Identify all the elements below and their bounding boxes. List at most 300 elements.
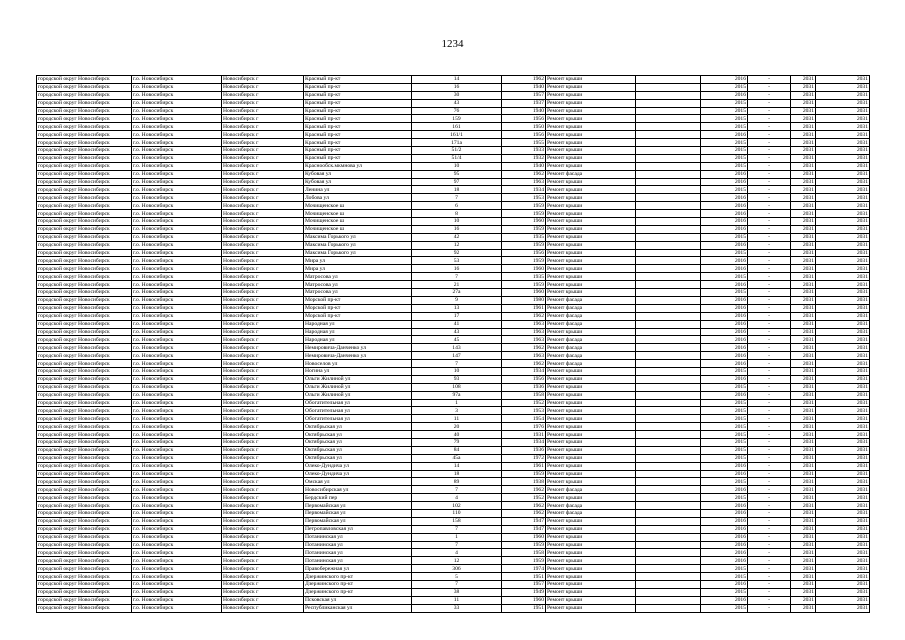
dash-cell: - (748, 123, 791, 131)
build-year-cell: 1958 (502, 549, 546, 557)
work-start-cell: 2031 (791, 249, 816, 257)
plan-year-cell: 2016 (701, 281, 748, 289)
dash-cell: - (748, 533, 791, 541)
dash-cell: - (748, 131, 791, 139)
work-end-cell: 2031 (816, 454, 870, 462)
build-year-cell: 1952 (502, 399, 546, 407)
street-cell: Октябрьская ул (304, 438, 412, 446)
table-row (37, 399, 870, 407)
city-cell: Новосибирск г (222, 431, 304, 439)
municipality-cell: городской округ Новосибирск (37, 446, 132, 454)
dash-cell: - (748, 486, 791, 494)
plan-year-cell: 2016 (701, 218, 748, 226)
work-end-cell: 2031 (816, 304, 870, 312)
plan-year-cell: 2016 (701, 557, 748, 565)
work-end-cell: 2031 (816, 139, 870, 147)
table-row (37, 241, 870, 249)
municipality-cell: городской округ Новосибирск (37, 383, 132, 391)
work-type-cell: Ремонт крыши (546, 281, 636, 289)
work-type-cell: Ремонт фасада (546, 352, 636, 360)
empty-cell (636, 304, 701, 312)
dash-cell: - (748, 557, 791, 565)
work-type-cell: Ремонт крыши (546, 115, 636, 123)
empty-cell (636, 407, 701, 415)
work-end-cell: 2031 (816, 202, 870, 210)
empty-cell (636, 312, 701, 320)
work-start-cell: 2031 (791, 525, 816, 533)
work-start-cell: 2031 (791, 549, 816, 557)
work-end-cell: 2031 (816, 115, 870, 123)
work-end-cell: 2031 (816, 581, 870, 589)
city-cell: Новосибирск г (222, 328, 304, 336)
work-start-cell: 2031 (791, 107, 816, 115)
work-end-cell: 2031 (816, 328, 870, 336)
street-cell: Народная ул (304, 328, 412, 336)
house-cell: 16 (412, 265, 502, 273)
settlement-cell: г.о. Новосибирск (132, 273, 222, 281)
settlement-cell: г.о. Новосибирск (132, 383, 222, 391)
settlement-cell: г.о. Новосибирск (132, 581, 222, 589)
dash-cell: - (748, 415, 791, 423)
table-row (37, 131, 870, 139)
dash-cell: - (748, 233, 791, 241)
municipality-cell: городской округ Новосибирск (37, 431, 132, 439)
work-type-cell: Ремонт крыши (546, 549, 636, 557)
dash-cell: - (748, 462, 791, 470)
plan-year-cell: 2016 (701, 391, 748, 399)
table-row (37, 565, 870, 573)
work-start-cell: 2031 (791, 194, 816, 202)
city-cell: Новосибирск г (222, 462, 304, 470)
page-number: 1234 (441, 38, 464, 50)
empty-cell (636, 588, 701, 596)
house-cell: 7 (412, 194, 502, 202)
street-cell: Морской пр-кт (304, 296, 412, 304)
city-cell: Новосибирск г (222, 76, 304, 84)
work-end-cell: 2031 (816, 391, 870, 399)
work-end-cell: 2031 (816, 194, 870, 202)
table-row (37, 446, 870, 454)
table-row (37, 367, 870, 375)
plan-year-cell: 2015 (701, 407, 748, 415)
settlement-cell: г.о. Новосибирск (132, 399, 222, 407)
settlement-cell: г.о. Новосибирск (132, 470, 222, 478)
table-row (37, 391, 870, 399)
municipality-cell: городской округ Новосибирск (37, 533, 132, 541)
work-start-cell: 2031 (791, 502, 816, 510)
dash-cell: - (748, 289, 791, 297)
work-type-cell: Ремонт крыши (546, 265, 636, 273)
plan-year-cell: 2015 (701, 438, 748, 446)
table-row (37, 147, 870, 155)
empty-cell (636, 391, 701, 399)
city-cell: Новосибирск г (222, 581, 304, 589)
dash-cell: - (748, 383, 791, 391)
street-cell: Правобережная ул (304, 565, 412, 573)
work-type-cell: Ремонт крыши (546, 194, 636, 202)
table-row (37, 123, 870, 131)
house-cell: 45 (412, 336, 502, 344)
plan-year-cell: 2015 (701, 565, 748, 573)
city-cell: Новосибирск г (222, 375, 304, 383)
plan-year-cell: 2015 (701, 588, 748, 596)
municipality-cell: городской округ Новосибирск (37, 336, 132, 344)
municipality-cell: городской округ Новосибирск (37, 581, 132, 589)
work-end-cell: 2031 (816, 549, 870, 557)
settlement-cell: г.о. Новосибирск (132, 218, 222, 226)
build-year-cell: 1959 (502, 257, 546, 265)
dash-cell: - (748, 588, 791, 596)
empty-cell (636, 178, 701, 186)
city-cell: Новосибирск г (222, 154, 304, 162)
work-start-cell: 2031 (791, 115, 816, 123)
municipality-cell: городской округ Новосибирск (37, 123, 132, 131)
settlement-cell: г.о. Новосибирск (132, 502, 222, 510)
build-year-cell: 1940 (502, 162, 546, 170)
house-cell: 9 (412, 296, 502, 304)
house-cell: 6 (412, 202, 502, 210)
city-cell: Новосибирск г (222, 131, 304, 139)
street-cell: Морской пр-кт (304, 312, 412, 320)
municipality-cell: городской округ Новосибирск (37, 218, 132, 226)
table-row (37, 517, 870, 525)
dash-cell: - (748, 147, 791, 155)
plan-year-cell: 2015 (701, 494, 748, 502)
build-year-cell: 1957 (502, 581, 546, 589)
dash-cell: - (748, 502, 791, 510)
city-cell: Новосибирск г (222, 139, 304, 147)
work-end-cell: 2031 (816, 344, 870, 352)
work-start-cell: 2031 (791, 565, 816, 573)
dash-cell: - (748, 565, 791, 573)
house-cell: 16 (412, 83, 502, 91)
settlement-cell: г.о. Новосибирск (132, 573, 222, 581)
table-row (37, 573, 870, 581)
plan-year-cell: 2015 (701, 478, 748, 486)
empty-cell (636, 502, 701, 510)
settlement-cell: г.о. Новосибирск (132, 604, 222, 612)
settlement-cell: г.о. Новосибирск (132, 509, 222, 517)
build-year-cell: 1956 (502, 249, 546, 257)
city-cell: Новосибирск г (222, 478, 304, 486)
work-start-cell: 2031 (791, 257, 816, 265)
municipality-cell: городской округ Новосибирск (37, 367, 132, 375)
empty-cell (636, 225, 701, 233)
work-start-cell: 2031 (791, 162, 816, 170)
municipality-cell: городской округ Новосибирск (37, 375, 132, 383)
empty-cell (636, 360, 701, 368)
street-cell: Потанинская ул (304, 557, 412, 565)
street-cell: Ольги Жилиной ул (304, 375, 412, 383)
work-start-cell: 2031 (791, 336, 816, 344)
municipality-cell: городской округ Новосибирск (37, 494, 132, 502)
city-cell: Новосибирск г (222, 257, 304, 265)
plan-year-cell: 2016 (701, 76, 748, 84)
table-row (37, 312, 870, 320)
empty-cell (636, 462, 701, 470)
work-type-cell: Ремонт фасада (546, 344, 636, 352)
settlement-cell: г.о. Новосибирск (132, 423, 222, 431)
city-cell: Новосибирск г (222, 573, 304, 581)
work-start-cell: 2031 (791, 517, 816, 525)
municipality-cell: городской округ Новосибирск (37, 265, 132, 273)
street-cell: Первомайская ул (304, 502, 412, 510)
table-row (37, 581, 870, 589)
work-type-cell: Ремонт крыши (546, 99, 636, 107)
street-cell: Кубовая ул (304, 170, 412, 178)
work-end-cell: 2031 (816, 431, 870, 439)
work-start-cell: 2031 (791, 383, 816, 391)
empty-cell (636, 186, 701, 194)
city-cell: Новосибирск г (222, 470, 304, 478)
work-end-cell: 2031 (816, 375, 870, 383)
build-year-cell: 1962 (502, 502, 546, 510)
house-cell: 40 (412, 431, 502, 439)
municipality-cell: городской округ Новосибирск (37, 320, 132, 328)
plan-year-cell: 2016 (701, 91, 748, 99)
house-cell: 93 (412, 375, 502, 383)
settlement-cell: г.о. Новосибирск (132, 162, 222, 170)
work-end-cell: 2031 (816, 320, 870, 328)
empty-cell (636, 352, 701, 360)
table-row (37, 478, 870, 486)
dash-cell: - (748, 210, 791, 218)
settlement-cell: г.о. Новосибирск (132, 83, 222, 91)
table-row (37, 415, 870, 423)
table-row (37, 509, 870, 517)
city-cell: Новосибирск г (222, 186, 304, 194)
house-cell: 79 (412, 438, 502, 446)
work-start-cell: 2031 (791, 304, 816, 312)
city-cell: Новосибирск г (222, 265, 304, 273)
house-cell: 41 (412, 320, 502, 328)
table-row (37, 360, 870, 368)
municipality-cell: городской округ Новосибирск (37, 186, 132, 194)
build-year-cell: 1934 (502, 367, 546, 375)
work-start-cell: 2031 (791, 470, 816, 478)
work-type-cell: Ремонт крыши (546, 581, 636, 589)
settlement-cell: г.о. Новосибирск (132, 525, 222, 533)
work-type-cell: Ремонт фасада (546, 336, 636, 344)
house-cell: 53 (412, 257, 502, 265)
work-end-cell: 2031 (816, 415, 870, 423)
settlement-cell: г.о. Новосибирск (132, 367, 222, 375)
house-cell: 12 (412, 557, 502, 565)
dash-cell: - (748, 517, 791, 525)
plan-year-cell: 2016 (701, 541, 748, 549)
municipality-cell: городской округ Новосибирск (37, 162, 132, 170)
plan-year-cell: 2015 (701, 154, 748, 162)
plan-year-cell: 2016 (701, 549, 748, 557)
municipality-cell: городской округ Новосибирск (37, 462, 132, 470)
plan-year-cell: 2015 (701, 367, 748, 375)
plan-year-cell: 2016 (701, 360, 748, 368)
street-cell: Октябрьская ул (304, 454, 412, 462)
empty-cell (636, 383, 701, 391)
municipality-cell: городской округ Новосибирск (37, 470, 132, 478)
street-cell: Мочищенское ш (304, 218, 412, 226)
build-year-cell: 1963 (502, 320, 546, 328)
municipality-cell: городской округ Новосибирск (37, 170, 132, 178)
work-type-cell: Ремонт крыши (546, 147, 636, 155)
municipality-cell: городской округ Новосибирск (37, 107, 132, 115)
dash-cell: - (748, 257, 791, 265)
settlement-cell: г.о. Новосибирск (132, 328, 222, 336)
municipality-cell: городской округ Новосибирск (37, 202, 132, 210)
street-cell: Максима Горького ул (304, 241, 412, 249)
settlement-cell: г.о. Новосибирск (132, 344, 222, 352)
plan-year-cell: 2016 (701, 581, 748, 589)
work-start-cell: 2031 (791, 399, 816, 407)
work-start-cell: 2031 (791, 446, 816, 454)
empty-cell (636, 241, 701, 249)
work-start-cell: 2031 (791, 233, 816, 241)
plan-year-cell: 2016 (701, 170, 748, 178)
build-year-cell: 1936 (502, 446, 546, 454)
settlement-cell: г.о. Новосибирск (132, 76, 222, 84)
settlement-cell: г.о. Новосибирск (132, 415, 222, 423)
plan-year-cell: 2015 (701, 249, 748, 257)
plan-year-cell: 2016 (701, 304, 748, 312)
table-row (37, 375, 870, 383)
build-year-cell: 1957 (502, 91, 546, 99)
work-type-cell: Ремонт крыши (546, 462, 636, 470)
house-cell: 306 (412, 565, 502, 573)
work-end-cell: 2031 (816, 517, 870, 525)
house-cell: 5 (412, 573, 502, 581)
build-year-cell: 1940 (502, 107, 546, 115)
city-cell: Новосибирск г (222, 588, 304, 596)
dash-cell: - (748, 596, 791, 604)
empty-cell (636, 289, 701, 297)
build-year-cell: 1962 (502, 312, 546, 320)
table-row (37, 470, 870, 478)
empty-cell (636, 233, 701, 241)
work-start-cell: 2031 (791, 541, 816, 549)
build-year-cell: 1972 (502, 454, 546, 462)
settlement-cell: г.о. Новосибирск (132, 549, 222, 557)
city-cell: Новосибирск г (222, 233, 304, 241)
dash-cell: - (748, 241, 791, 249)
house-cell: 30 (412, 91, 502, 99)
municipality-cell: городской округ Новосибирск (37, 604, 132, 612)
street-cell: Мочищенское ш (304, 202, 412, 210)
dash-cell: - (748, 312, 791, 320)
empty-cell (636, 438, 701, 446)
table-row (37, 194, 870, 202)
work-type-cell: Ремонт крыши (546, 273, 636, 281)
city-cell: Новосибирск г (222, 423, 304, 431)
work-end-cell: 2031 (816, 360, 870, 368)
work-type-cell: Ремонт крыши (546, 257, 636, 265)
work-start-cell: 2031 (791, 462, 816, 470)
build-year-cell: 1954 (502, 415, 546, 423)
settlement-cell: г.о. Новосибирск (132, 233, 222, 241)
build-year-cell: 1953 (502, 194, 546, 202)
house-cell: 76 (412, 107, 502, 115)
work-end-cell: 2031 (816, 186, 870, 194)
settlement-cell: г.о. Новосибирск (132, 91, 222, 99)
work-type-cell: Ремонт крыши (546, 83, 636, 91)
dash-cell: - (748, 107, 791, 115)
dash-cell: - (748, 194, 791, 202)
dash-cell: - (748, 454, 791, 462)
plan-year-cell: 2016 (701, 596, 748, 604)
street-cell: Ногина ул (304, 367, 412, 375)
work-end-cell: 2031 (816, 257, 870, 265)
settlement-cell: г.о. Новосибирск (132, 202, 222, 210)
street-cell: Народная ул (304, 336, 412, 344)
build-year-cell: 1956 (502, 115, 546, 123)
house-cell: 161/1 (412, 131, 502, 139)
empty-cell (636, 210, 701, 218)
street-cell: Потанинская ул (304, 549, 412, 557)
work-type-cell: Ремонт крыши (546, 107, 636, 115)
city-cell: Новосибирск г (222, 549, 304, 557)
settlement-cell: г.о. Новосибирск (132, 115, 222, 123)
dash-cell: - (748, 281, 791, 289)
work-end-cell: 2031 (816, 525, 870, 533)
work-end-cell: 2031 (816, 470, 870, 478)
table-row (37, 486, 870, 494)
settlement-cell: г.о. Новосибирск (132, 352, 222, 360)
build-year-cell: 1974 (502, 565, 546, 573)
build-year-cell: 1960 (502, 218, 546, 226)
municipality-cell: городской округ Новосибирск (37, 289, 132, 297)
build-year-cell: 1980 (502, 296, 546, 304)
house-cell: 1 (412, 533, 502, 541)
table-row (37, 438, 870, 446)
plan-year-cell: 2016 (701, 225, 748, 233)
empty-cell (636, 218, 701, 226)
settlement-cell: г.о. Новосибирск (132, 478, 222, 486)
city-cell: Новосибирск г (222, 273, 304, 281)
street-cell: Октябрьская ул (304, 423, 412, 431)
street-cell: Ленина ул (304, 186, 412, 194)
house-cell: 10 (412, 218, 502, 226)
dash-cell: - (748, 76, 791, 84)
city-cell: Новосибирск г (222, 162, 304, 170)
empty-cell (636, 565, 701, 573)
work-type-cell: Ремонт крыши (546, 162, 636, 170)
city-cell: Новосибирск г (222, 360, 304, 368)
work-end-cell: 2031 (816, 565, 870, 573)
build-year-cell: 1963 (502, 352, 546, 360)
work-start-cell: 2031 (791, 131, 816, 139)
empty-cell (636, 478, 701, 486)
build-year-cell: 1936 (502, 383, 546, 391)
work-start-cell: 2031 (791, 557, 816, 565)
work-end-cell: 2031 (816, 541, 870, 549)
plan-year-cell: 2015 (701, 186, 748, 194)
house-cell: 17 (412, 312, 502, 320)
empty-cell (636, 91, 701, 99)
build-year-cell: 1938 (502, 478, 546, 486)
table-row (37, 107, 870, 115)
work-end-cell: 2031 (816, 76, 870, 84)
table-row (37, 604, 870, 612)
build-year-cell: 1951 (502, 604, 546, 612)
build-year-cell: 1959 (502, 541, 546, 549)
dash-cell: - (748, 541, 791, 549)
work-type-cell: Ремонт крыши (546, 91, 636, 99)
work-type-cell: Ремонт крыши (546, 423, 636, 431)
plan-year-cell: 2016 (701, 202, 748, 210)
work-end-cell: 2031 (816, 178, 870, 186)
city-cell: Новосибирск г (222, 147, 304, 155)
build-year-cell: 1935 (502, 233, 546, 241)
street-cell: Красный пр-кт (304, 99, 412, 107)
